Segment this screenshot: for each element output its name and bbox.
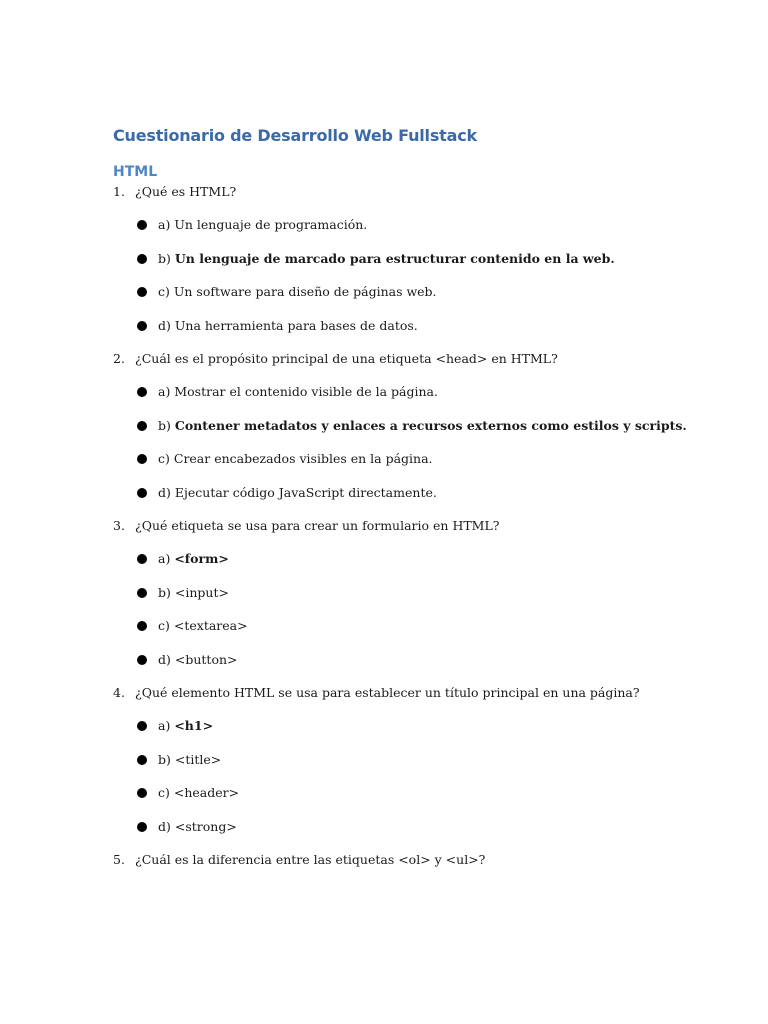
bullet-icon [137, 387, 147, 397]
option-text [158, 618, 248, 634]
option-item [137, 418, 713, 434]
document-title: Cuestionario de Desarrollo Web Fullstack [113, 126, 477, 145]
option-text [158, 217, 367, 233]
option-prefix: d) [158, 317, 171, 333]
option-item [137, 251, 713, 267]
options-list [113, 551, 713, 668]
question-text-line [113, 351, 713, 367]
question-text-line [113, 685, 713, 701]
option-prefix: b) [158, 417, 171, 433]
option-item [137, 217, 713, 233]
bullet-icon [137, 421, 147, 431]
bullet-icon [137, 287, 147, 297]
option-prefix: c) [158, 284, 170, 299]
options-list [113, 718, 713, 835]
option-prefix: a) [158, 551, 171, 566]
option-item [137, 718, 713, 734]
bullet-icon [137, 655, 147, 665]
option-text [158, 384, 438, 400]
option-text [158, 718, 213, 734]
option-prefix: b) [158, 751, 171, 767]
option-text [158, 819, 237, 835]
option-answer: <title> [174, 751, 222, 767]
question-block [113, 685, 713, 835]
option-item [137, 585, 713, 601]
option-prefix: b) [158, 584, 171, 600]
bullet-icon [137, 220, 147, 230]
question-number: 5. [113, 852, 125, 867]
option-item [137, 752, 713, 768]
option-prefix: d) [158, 484, 171, 500]
bullet-icon [137, 621, 147, 631]
option-prefix: c) [158, 785, 170, 800]
option-prefix: c) [158, 618, 170, 633]
option-text [158, 585, 229, 601]
question-text: ¿Cuál es el propósito principal de una etiqueta <head> en HTML? [135, 351, 558, 366]
question-list [113, 184, 713, 868]
option-text [158, 251, 615, 267]
option-answer: <strong> [174, 818, 237, 834]
bullet-icon [137, 488, 147, 498]
question-number: 2. [113, 351, 125, 366]
option-item [137, 551, 713, 567]
question-block [113, 518, 713, 668]
bullet-icon [137, 755, 147, 765]
option-answer-correct: Contener metadatos y enlaces a recursos externos como estilos y scripts. [174, 417, 687, 433]
option-answer: Un software para diseño de páginas web. [173, 284, 437, 299]
question-block [113, 184, 713, 334]
question-number: 1. [113, 184, 125, 199]
option-item [137, 618, 713, 634]
option-answer: Un lenguaje de programación. [174, 217, 368, 232]
option-item [137, 485, 713, 501]
bullet-icon [137, 554, 147, 564]
question-block [113, 852, 713, 868]
bullet-icon [137, 321, 147, 331]
option-item [137, 384, 713, 400]
option-text [158, 752, 221, 768]
document-page [113, 124, 713, 872]
option-item [137, 284, 713, 300]
option-answer-correct: <h1> [174, 718, 214, 733]
option-answer: Crear encabezados visibles en la página. [173, 451, 433, 466]
option-answer: <input> [174, 584, 229, 600]
option-answer: Mostrar el contenido visible de la página. [174, 384, 438, 399]
option-item [137, 819, 713, 835]
option-prefix: a) [158, 217, 171, 232]
option-text [158, 652, 238, 668]
option-item [137, 451, 713, 467]
option-prefix: a) [158, 384, 171, 399]
option-answer: <header> [173, 785, 240, 800]
option-answer: <button> [174, 651, 238, 667]
option-answer-correct: <form> [174, 551, 229, 566]
option-item [137, 318, 713, 334]
question-number: 4. [113, 685, 125, 700]
option-text [158, 451, 433, 467]
option-prefix: d) [158, 651, 171, 667]
option-text [158, 485, 437, 501]
option-prefix: d) [158, 818, 171, 834]
bullet-icon [137, 822, 147, 832]
question-text: ¿Qué es HTML? [135, 184, 237, 199]
question-text-line [113, 518, 713, 534]
option-prefix: b) [158, 250, 171, 266]
question-text-line [113, 852, 713, 868]
options-list [113, 217, 713, 334]
question-number: 3. [113, 518, 125, 533]
option-prefix: c) [158, 451, 170, 466]
option-answer: Ejecutar código JavaScript directamente. [174, 484, 437, 500]
option-answer-correct: Un lenguaje de marcado para estructurar contenido en la web. [174, 250, 615, 266]
section-heading-html: HTML [113, 164, 158, 180]
option-prefix: a) [158, 718, 171, 733]
options-list [113, 384, 713, 501]
question-text: ¿Qué elemento HTML se usa para establecer un título principal en una página? [135, 685, 640, 700]
bullet-icon [137, 588, 147, 598]
bullet-icon [137, 254, 147, 264]
question-text-line [113, 184, 713, 200]
option-text [158, 551, 229, 567]
option-text [158, 418, 687, 434]
bullet-icon [137, 721, 147, 731]
option-item [137, 785, 713, 801]
question-text: ¿Qué etiqueta se usa para crear un formulario en HTML? [135, 518, 500, 533]
option-item [137, 652, 713, 668]
option-answer: Una herramienta para bases de datos. [174, 317, 418, 333]
option-text [158, 785, 239, 801]
option-text [158, 318, 418, 334]
question-block [113, 351, 713, 501]
option-text [158, 284, 437, 300]
bullet-icon [137, 788, 147, 798]
question-text: ¿Cuál es la diferencia entre las etiquetas <ol> y <ul>? [135, 852, 486, 867]
option-answer: <textarea> [173, 618, 248, 633]
bullet-icon [137, 454, 147, 464]
